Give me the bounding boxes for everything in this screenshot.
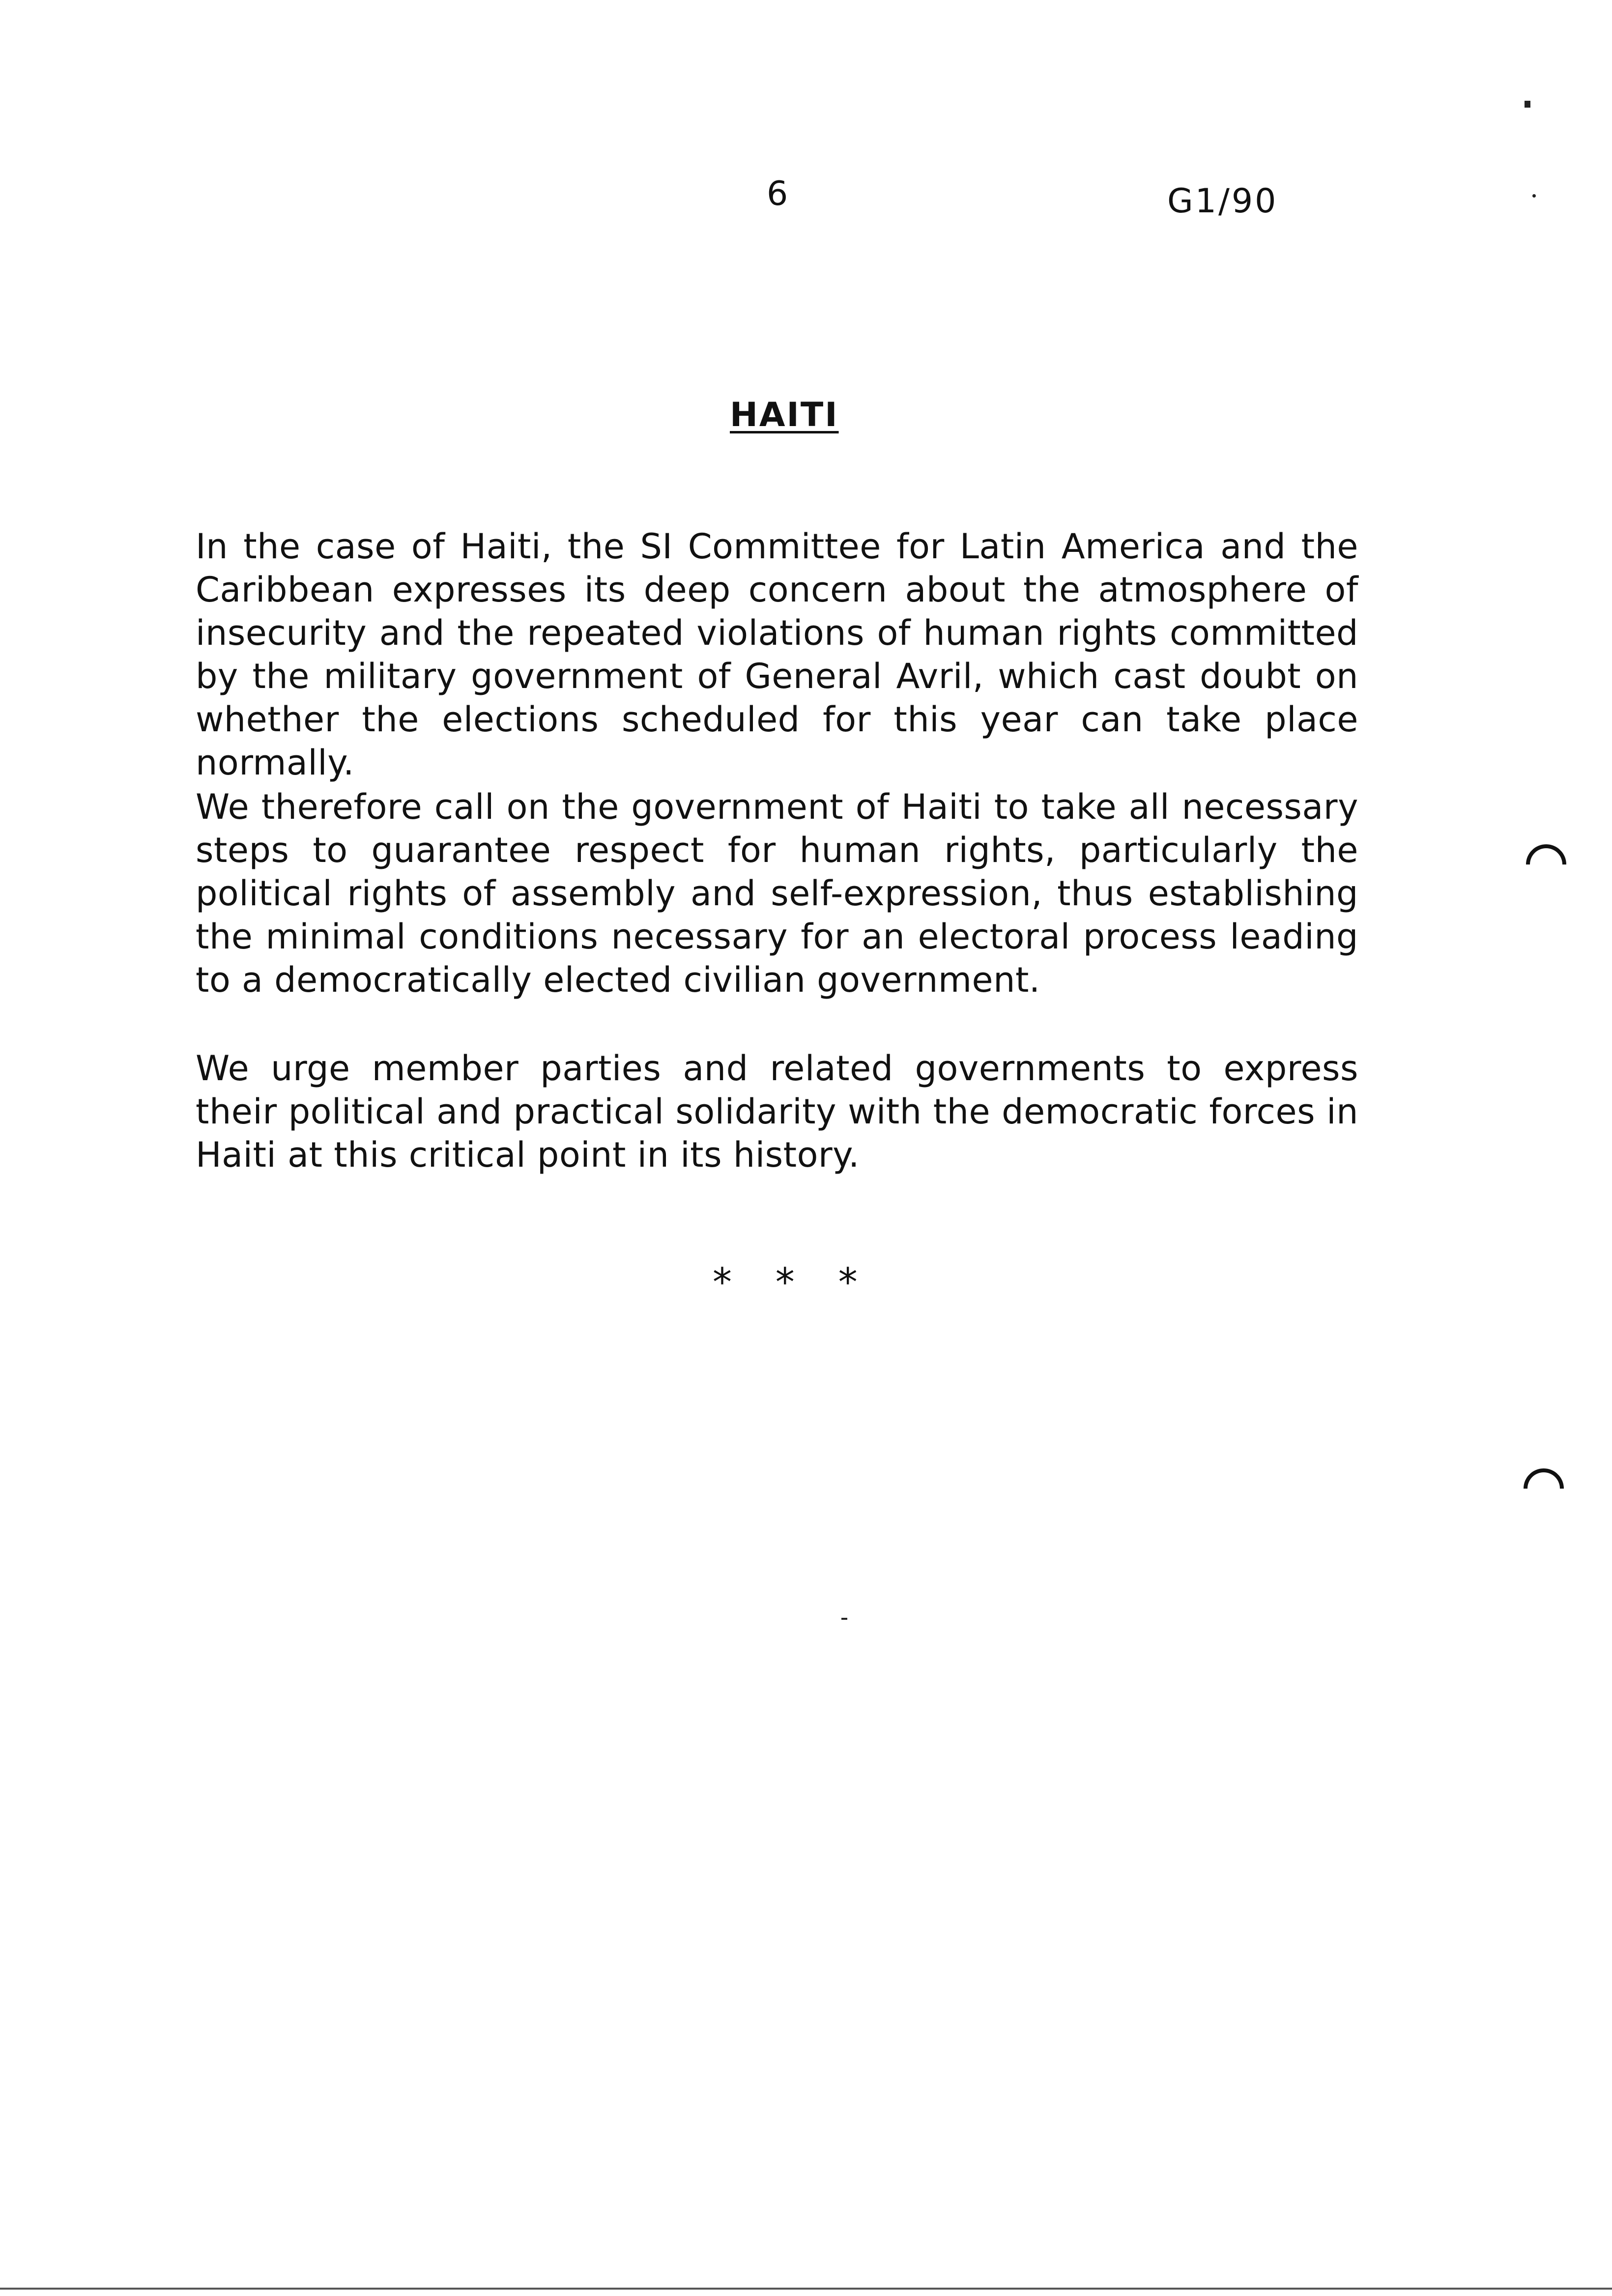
paragraph-3: We urge member parties and related governments to express their political and practical solidarity with the democratic forces in Haiti at this critical point in its history. <box>196 1048 1358 1175</box>
scan-edge-line <box>0 2288 1612 2290</box>
document-reference: G1/90 <box>1167 182 1278 221</box>
paragraph-1: In the case of Haiti, the SI Committee for Latin America and the Caribbean expresses its deep concern about the atmosphere of insecurity and the repeated violations of human rights committed by the military government of General Avril, which cast doubt on whether the elections scheduled for this year can take place normally. <box>196 526 1358 783</box>
section-separator: * * * <box>713 1261 873 1305</box>
scan-speck <box>1525 101 1530 108</box>
punch-hole-mark <box>1515 1460 1572 1517</box>
page-number: 6 <box>767 174 789 213</box>
section-title: HAITI <box>730 396 839 434</box>
scan-speck <box>1532 194 1536 198</box>
scan-speck <box>841 1618 847 1620</box>
paragraph-2: We therefore call on the government of Haiti to take all necessary steps to guarantee respect for human rights, particularly the political rights of assembly and self-expression, thus establishing the minimal conditions necessary for an electoral process leading to a democratically elected civilian government. <box>196 787 1358 1000</box>
punch-hole-mark <box>1518 836 1575 893</box>
